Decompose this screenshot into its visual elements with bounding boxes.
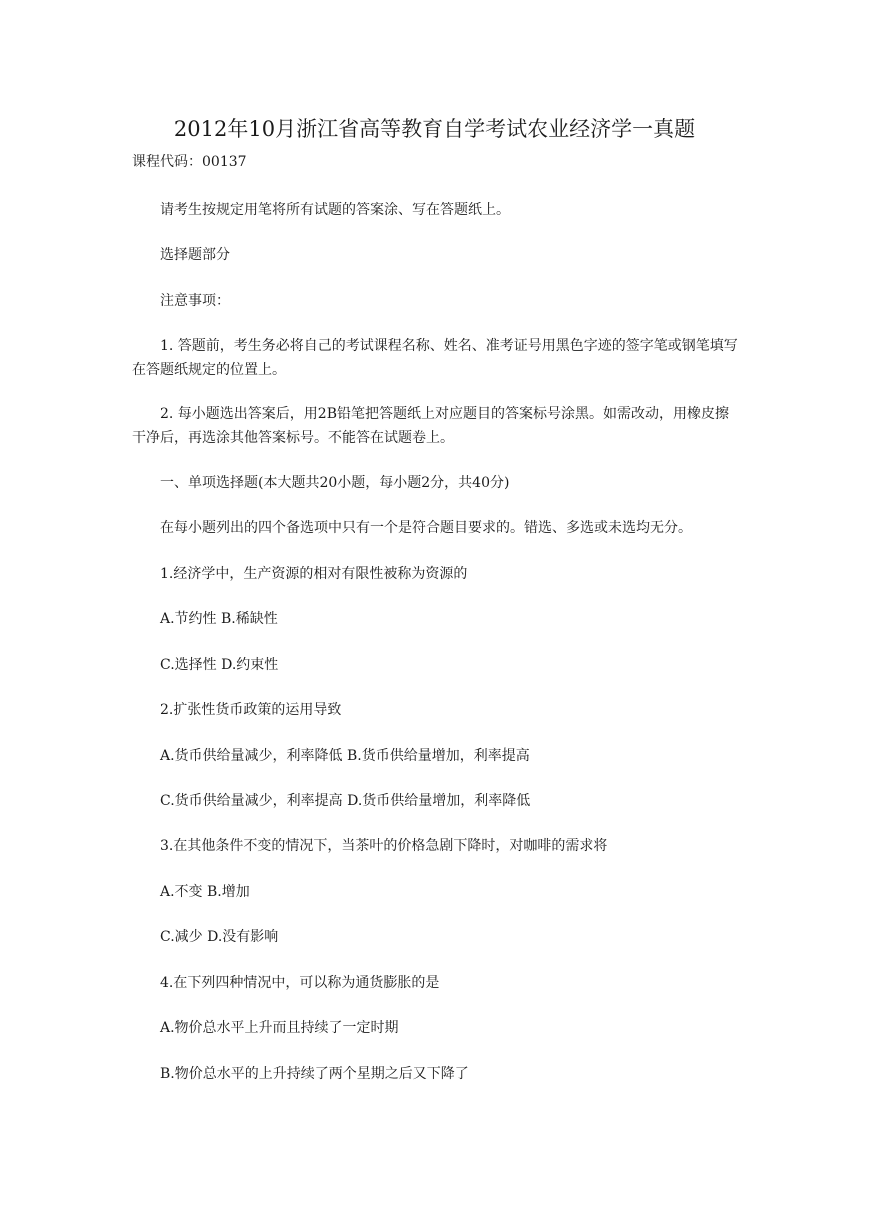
question-2: 2.扩张性货币政策的运用导致 [160,702,342,718]
section-heading: 选择题部分 [160,247,230,263]
question-2-options-ab: A.货币供给量减少，利率降低 B.货币供给量增加，利率提高 [160,748,530,764]
part-instruction: 在每小题列出的四个备选项中只有一个是符合题目要求的。错选、多选或未选均无分。 [160,520,692,536]
notice-item-1: 1. 答题前，考生务必将自己的考试课程名称、姓名、准考证号用黑色字迹的签字笔或钢笔填写在答题纸规定的位置上。 [132,338,738,378]
paragraph-instruction: 请考生按规定用笔将所有试题的答案涂、写在答题纸上。 [160,202,510,218]
question-1-options-cd: C.选择性 D.约束性 [160,657,279,673]
notice-heading: 注意事项： [160,293,230,309]
question-1-options-ab: A.节约性 B.稀缺性 [160,611,278,627]
question-3-options-ab: A.不变 B.增加 [160,884,250,900]
course-code: 课程代码：00137 [132,154,247,170]
notice-item-2: 2. 每小题选出答案后，用2B铅笔把答题纸上对应题目的答案标号涂黑。如需改动，用橡皮擦干净后，再选涂其他答案标号。不能答在试题卷上。 [132,406,730,446]
question-4: 4.在下列四种情况中，可以称为通货膨胀的是 [160,975,440,991]
question-3: 3.在其他条件不变的情况下，当茶叶的价格急剧下降时，对咖啡的需求将 [160,838,608,854]
question-3-options-cd: C.减少 D.没有影响 [160,929,279,945]
question-1: 1.经济学中，生产资源的相对有限性被称为资源的 [160,566,468,582]
question-4-option-b: B.物价总水平的上升持续了两个星期之后又下降了 [160,1066,469,1082]
question-4-option-a: A.物价总水平上升而且持续了一定时期 [160,1020,399,1036]
question-2-options-cd: C.货币供给量减少，利率提高 D.货币供给量增加，利率降低 [160,793,531,809]
document-title: 2012年10月浙江省高等教育自学考试农业经济学一真题 [173,117,696,141]
part-heading: 一、单项选择题(本大题共20小题，每小题2分，共40分) [160,475,510,491]
